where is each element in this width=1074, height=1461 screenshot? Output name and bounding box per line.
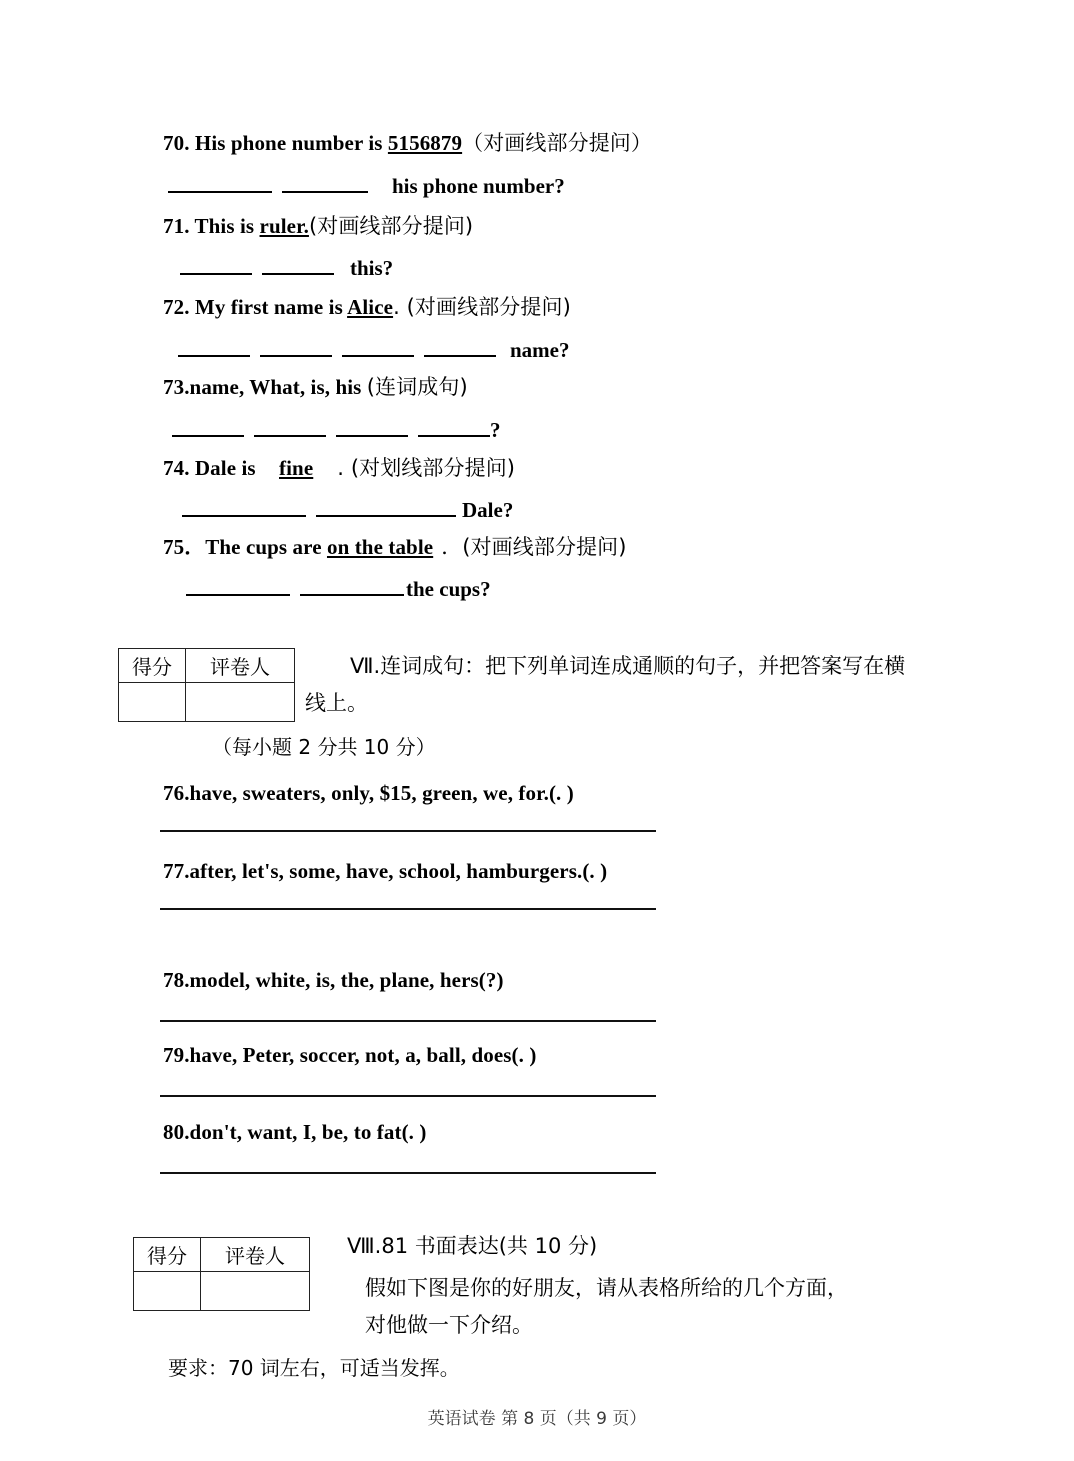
section-vii-points-note: （每小题 2 分共 10 分） (212, 735, 436, 759)
question-77: 77.after, let's, some, have, school, hamburgers.(. ) (163, 859, 608, 883)
answer-blank[interactable] (180, 259, 252, 275)
score-box-value-score[interactable] (134, 1272, 201, 1311)
question-71-answer-row (180, 254, 393, 282)
answer-rule-76[interactable] (160, 830, 656, 832)
question-75-answer-row (186, 575, 491, 603)
question-73-answer-tail: ? (490, 418, 501, 442)
section-viii-requirement: 要求：70 词左右，可适当发挥。 (168, 1356, 460, 1380)
question-71-answer-tail: this? (350, 256, 394, 280)
question-70-instruction: （对画线部分提问） (462, 131, 653, 155)
section-vii-heading-line2: 线上。 (305, 691, 368, 715)
answer-blank[interactable] (418, 421, 490, 437)
answer-blank[interactable] (336, 421, 408, 437)
answer-blank[interactable] (178, 341, 250, 357)
section-vii-heading-line1: Ⅶ.连词成句：把下列单词连成通顺的句子，并把答案写在横 (350, 654, 906, 678)
answer-rule-79[interactable] (160, 1095, 656, 1097)
answer-blank[interactable] (168, 177, 272, 193)
question-73-instruction: (连词成句) (366, 375, 468, 399)
question-80: 80.don't, want, I, be, to fat(. ) (163, 1120, 427, 1144)
answer-blank[interactable] (172, 421, 244, 437)
question-72-prompt (163, 293, 571, 321)
question-72-underlined: Alice (347, 295, 394, 319)
score-box-header-score: 得分 (134, 1238, 201, 1272)
section-viii-body-line2: 对他做一下介绍。 (365, 1313, 533, 1337)
question-74-instruction: . (对划线部分提问) (337, 456, 516, 480)
answer-rule-80[interactable] (160, 1172, 656, 1174)
score-box-section-vii (118, 648, 295, 722)
question-79: 79.have, Peter, soccer, not, a, ball, does(. ) (163, 1043, 537, 1067)
question-75-underlined: on the table (326, 535, 434, 559)
question-74-prompt (163, 454, 515, 482)
question-75-prompt (163, 533, 627, 561)
answer-blank[interactable] (260, 341, 332, 357)
answer-rule-77[interactable] (160, 908, 656, 910)
question-74-text: 74. Dale is (163, 456, 262, 480)
question-76: 76.have, sweaters, only, $15, green, we, for.(. ) (163, 781, 574, 805)
section-viii-body-line1: 假如下图是你的好朋友，请从表格所给的几个方面， (365, 1276, 848, 1300)
question-73-answer-row (172, 416, 501, 444)
answer-blank[interactable] (316, 501, 456, 517)
score-box-header-score: 得分 (119, 649, 186, 683)
page-footer: 英语试卷 第 8 页（共 9 页） (427, 1409, 647, 1429)
question-71-instruction: (对画线部分提问) (308, 214, 474, 238)
question-70-prompt (163, 129, 652, 157)
question-72-answer-tail: name? (510, 338, 570, 362)
question-74-underlined: fine (279, 456, 314, 480)
question-75-instruction: ．(对画线部分提问) (441, 535, 627, 559)
answer-blank[interactable] (186, 580, 290, 596)
question-70-answer-row (168, 172, 565, 200)
question-71-underlined: ruler. (259, 214, 309, 238)
score-box-value-grader[interactable] (201, 1272, 310, 1311)
question-73-text: 73.name, What, is, his (163, 375, 367, 399)
answer-blank[interactable] (254, 421, 326, 437)
answer-blank[interactable] (262, 259, 334, 275)
question-72-answer-row (178, 336, 570, 364)
answer-blank[interactable] (342, 341, 414, 357)
question-73-prompt (163, 373, 468, 401)
question-78: 78.model, white, is, the, plane, hers(?) (163, 968, 504, 992)
answer-blank[interactable] (300, 580, 404, 596)
score-box-header-grader: 评卷人 (186, 649, 295, 683)
answer-blank[interactable] (282, 177, 368, 193)
question-71-text: 71. This is (163, 214, 260, 238)
section-viii-heading: Ⅷ.81 书面表达(共 10 分) (347, 1234, 598, 1258)
answer-blank[interactable] (182, 501, 306, 517)
score-box-header-grader: 评卷人 (201, 1238, 310, 1272)
question-70-underlined: 5156879 (387, 131, 463, 155)
question-71-prompt (163, 212, 473, 240)
question-75-answer-tail: the cups? (406, 577, 491, 601)
score-box-value-score[interactable] (119, 683, 186, 722)
question-72-instruction: . (对画线部分提问) (393, 295, 571, 319)
question-70-answer-tail: his phone number? (392, 174, 565, 198)
answer-blank[interactable] (424, 341, 496, 357)
question-75-text: 75．The cups are (163, 535, 327, 559)
score-box-section-viii (133, 1237, 310, 1311)
question-74-answer-tail: Dale? (462, 498, 514, 522)
answer-rule-78[interactable] (160, 1020, 656, 1022)
question-74-answer-row (182, 496, 513, 524)
question-72-text: 72. My first name is (163, 295, 348, 319)
question-70-text: 70. His phone number is (163, 131, 388, 155)
score-box-value-grader[interactable] (186, 683, 295, 722)
